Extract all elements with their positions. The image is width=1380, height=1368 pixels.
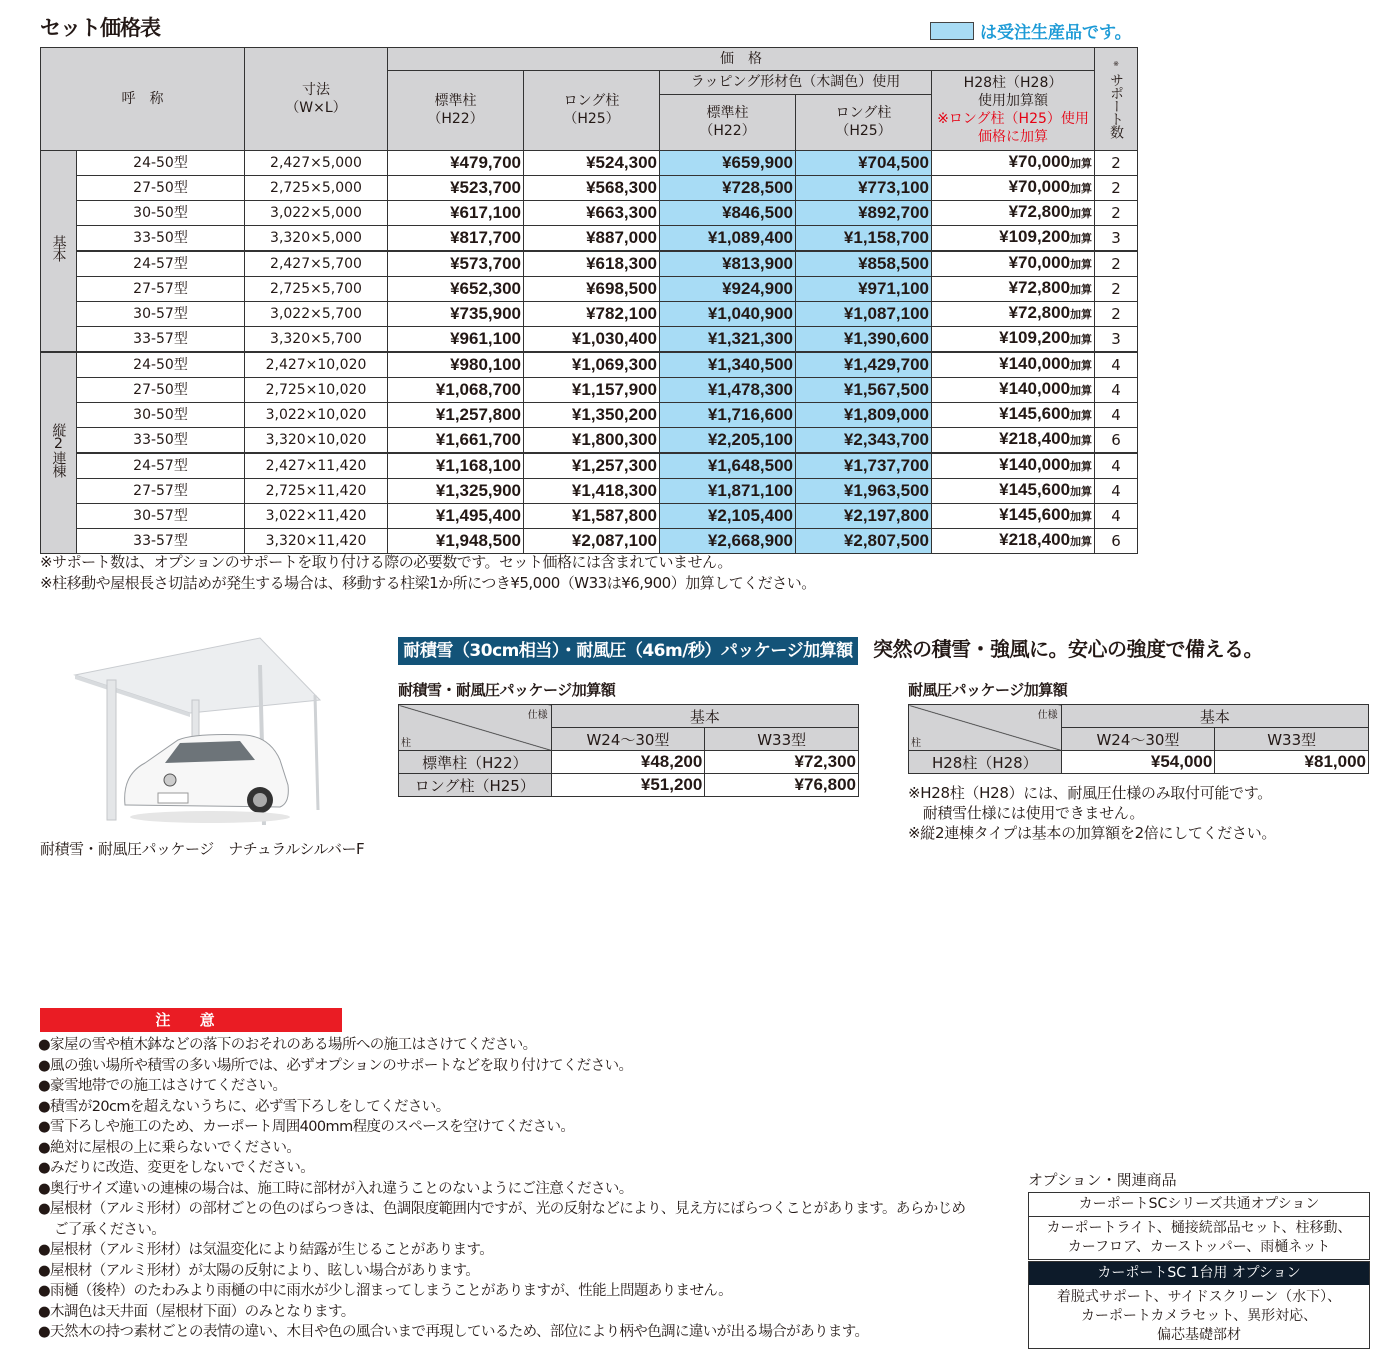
options-title: オプション・関連商品 <box>1028 1171 1177 1189</box>
h28-add-price: ¥72,800加算 <box>932 200 1095 225</box>
wrap-standard-price: ¥1,871,100 <box>660 478 796 503</box>
model-name: 33-50型 <box>77 225 245 251</box>
caution-item: ●みだりに改造、変更をしないでください。 <box>38 1160 315 1176</box>
support-count: 2 <box>1095 251 1138 277</box>
long-post-price: ¥2,087,100 <box>524 528 660 553</box>
dimension: 2,725×5,000 <box>245 175 388 200</box>
dimension: 3,320×11,420 <box>245 528 388 553</box>
wrap-standard-price: ¥728,500 <box>660 175 796 200</box>
header-w24-30: W24〜30型 <box>551 728 705 751</box>
wrap-long-price: ¥858,500 <box>796 251 932 277</box>
caution-header: 注 意 <box>40 1008 342 1032</box>
wrap-long-price: ¥1,809,000 <box>796 402 932 427</box>
table-row <box>41 528 1138 553</box>
wrap-standard-price: ¥1,716,600 <box>660 402 796 427</box>
caution-item: ●積雪が20cmを超えないうちに、必ず雪下ろしをしてください。 <box>38 1098 450 1115</box>
table-row <box>41 251 1138 277</box>
model-name: 24-57型 <box>77 453 245 479</box>
standard-post-price: ¥652,300 <box>388 276 524 301</box>
wrap-long-price: ¥971,100 <box>796 276 932 301</box>
model-name: 27-50型 <box>77 377 245 402</box>
caution-item: ●奥行サイズ違いの連棟の場合は、施工時に部材が入れ違うことのないようにご注意ください。 <box>38 1180 633 1197</box>
group-label: 縦2連棟 <box>41 352 77 554</box>
wind-package-title: 耐風圧パッケージ加算額 <box>908 681 1068 699</box>
wrap-long-price: ¥773,100 <box>796 175 932 200</box>
h28-add-price: ¥72,800加算 <box>932 301 1095 326</box>
caution-item: ●屋根材（アルミ形材）が太陽の反射により、眩しい場合があります。 <box>38 1262 480 1279</box>
wrap-standard-price: ¥1,089,400 <box>660 225 796 251</box>
wrap-standard-price: ¥2,668,900 <box>660 528 796 553</box>
header-wrap-long-post: ロング柱 （H25） <box>796 94 932 150</box>
model-name: 27-57型 <box>77 276 245 301</box>
header-w33: W33型 <box>1215 728 1369 751</box>
long-post-price: ¥698,500 <box>524 276 660 301</box>
support-count: 2 <box>1095 200 1138 225</box>
wrap-long-price: ¥1,390,600 <box>796 326 932 352</box>
caution-item: ●天然木の持つ素材ごとの表情の違い、木目や色の風合いまで再現しているため、部位により柄や色調に違いが出る場合があります。 <box>38 1324 869 1340</box>
note-support: ※サポート数は、オプションのサポートを取り付ける際の必要数です。セット価格には含まれていません。 <box>40 553 732 571</box>
header-basic: 基本 <box>551 705 858 728</box>
caution-item: ●家屋の雪や植木鉢などの落下のおそれのある場所への施工はさけてください。 <box>38 1037 537 1053</box>
h28-add-price: ¥145,600加算 <box>932 402 1095 427</box>
wrap-long-price: ¥1,158,700 <box>796 225 932 251</box>
single-options-header: カーポートSC 1台用 オプション <box>1029 1262 1369 1285</box>
caution-item: ●風の強い場所や積雪の多い場所では、必ずオプションのサポートなどを取り付けてください。 <box>38 1057 633 1074</box>
wrap-long-price: ¥2,343,700 <box>796 427 932 453</box>
wrap-standard-price: ¥1,321,300 <box>660 326 796 352</box>
support-count: 4 <box>1095 453 1138 479</box>
model-name: 30-57型 <box>77 503 245 528</box>
support-count: 3 <box>1095 225 1138 251</box>
dimension: 2,427×5,700 <box>245 251 388 277</box>
model-name: 33-50型 <box>77 427 245 453</box>
wrap-standard-price: ¥2,105,400 <box>660 503 796 528</box>
set-price-table <box>40 47 1138 554</box>
wrap-long-price: ¥1,737,700 <box>796 453 932 479</box>
h28-add-price: ¥218,400加算 <box>932 427 1095 453</box>
table-row: 標準柱（H22） ¥48,200 ¥72,300 <box>399 751 859 774</box>
standard-post-price: ¥1,948,500 <box>388 528 524 553</box>
model-name: 30-50型 <box>77 402 245 427</box>
h28-add-price: ¥140,000加算 <box>932 352 1095 378</box>
standard-post-price: ¥1,661,700 <box>388 427 524 453</box>
table-row <box>41 402 1138 427</box>
carport-photo <box>70 635 340 830</box>
h28-add-price: ¥140,000加算 <box>932 377 1095 402</box>
diagonal-header-cell: 仕様 柱 <box>909 705 1062 751</box>
standard-post-price: ¥1,325,900 <box>388 478 524 503</box>
standard-post-price: ¥980,100 <box>388 352 524 378</box>
common-options-header: カーポートSCシリーズ共通オプション <box>1029 1193 1369 1217</box>
table-row <box>41 478 1138 503</box>
common-options-list: カーポートライト、樋接続部品セット、柱移動、 カーフロア、カーストッパー、雨樋ネット <box>1046 1220 1352 1255</box>
long-post-price: ¥887,000 <box>524 225 660 251</box>
single-options-list: 着脱式サポート、サイドスクリーン（水下）、 カーポートカメラセット、異形対応、 偏芯基礎部材 <box>1056 1289 1342 1343</box>
caution-item: ●屋根材（アルミ形材）は気温変化により結露が生じることがあります。 <box>38 1242 494 1258</box>
group-label: 基本 <box>41 150 77 352</box>
h28-add-price: ¥145,600加算 <box>932 478 1095 503</box>
table-row <box>41 453 1138 479</box>
table-row <box>41 276 1138 301</box>
header-price-group: 価 格 <box>388 48 1095 71</box>
table-row <box>41 150 1138 175</box>
long-post-price: ¥1,257,300 <box>524 453 660 479</box>
dimension: 3,320×10,020 <box>245 427 388 453</box>
model-name: 24-57型 <box>77 251 245 277</box>
header-dimension: 寸法 （W×L） <box>245 48 388 151</box>
dimension: 3,022×11,420 <box>245 503 388 528</box>
snow-wind-package-table <box>398 704 859 797</box>
dimension: 3,320×5,700 <box>245 326 388 352</box>
wrap-standard-price: ¥846,500 <box>660 200 796 225</box>
h28-add-price: ¥145,600加算 <box>932 503 1095 528</box>
standard-post-price: ¥573,700 <box>388 251 524 277</box>
standard-post-price: ¥735,900 <box>388 301 524 326</box>
wrap-long-price: ¥2,197,800 <box>796 503 932 528</box>
wrap-standard-price: ¥813,900 <box>660 251 796 277</box>
wrap-standard-price: ¥1,648,500 <box>660 453 796 479</box>
wrap-standard-price: ¥659,900 <box>660 150 796 175</box>
caution-item: ●雪下ろしや施工のため、カーポート周囲400mm程度のスペースを空けてください。 <box>38 1119 575 1135</box>
h28-add-price: ¥70,000加算 <box>932 150 1095 175</box>
long-post-price: ¥1,418,300 <box>524 478 660 503</box>
wrap-long-price: ¥892,700 <box>796 200 932 225</box>
table-row <box>41 326 1138 352</box>
caution-item: ●豪雪地帯での施工はさけてください。 <box>38 1078 287 1094</box>
model-name: 33-57型 <box>77 528 245 553</box>
table-row: H28柱（H28） ¥54,000 ¥81,000 <box>909 751 1369 774</box>
model-name: 27-57型 <box>77 478 245 503</box>
page-title: セット価格表 <box>40 16 160 40</box>
support-count: 4 <box>1095 503 1138 528</box>
support-count: 2 <box>1095 175 1138 200</box>
header-basic: 基本 <box>1061 705 1368 728</box>
standard-post-price: ¥1,257,800 <box>388 402 524 427</box>
long-post-price: ¥663,300 <box>524 200 660 225</box>
wrap-standard-price: ¥924,900 <box>660 276 796 301</box>
diagonal-header-cell: 仕様 柱 <box>399 705 552 751</box>
long-post-price: ¥1,587,800 <box>524 503 660 528</box>
model-name: 27-50型 <box>77 175 245 200</box>
standard-post-price: ¥817,700 <box>388 225 524 251</box>
price-table-notes <box>40 552 816 594</box>
header-h28-add: H28柱（H28） 使用加算額 ※ロング柱（H25）使用 価格に加算 <box>932 71 1095 150</box>
note-post-move: ※柱移動や屋根長さ切詰めが発生する場合は、移動する柱梁1か所につき¥5,000（W33は¥6,900）加算してください。 <box>40 574 816 592</box>
long-post-price: ¥1,069,300 <box>524 352 660 378</box>
h28-add-price: ¥140,000加算 <box>932 453 1095 479</box>
support-count: 4 <box>1095 352 1138 378</box>
caution-item: ●雨樋（後枠）のたわみより雨樋の中に雨水が少し溜まってしまうことがありますが、性能上問題ありません。 <box>38 1283 733 1299</box>
h28-add-price: ¥109,200加算 <box>932 326 1095 352</box>
support-count: 2 <box>1095 150 1138 175</box>
header-wrap-standard-post: 標準柱 （H22） <box>660 94 796 150</box>
dimension: 2,427×10,020 <box>245 352 388 378</box>
standard-post-price: ¥1,495,400 <box>388 503 524 528</box>
photo-caption: 耐積雪・耐風圧パッケージ ナチュラルシルバーF <box>40 840 365 858</box>
wrap-standard-price: ¥1,478,300 <box>660 377 796 402</box>
standard-post-price: ¥523,700 <box>388 175 524 200</box>
long-post-price: ¥618,300 <box>524 251 660 277</box>
model-name: 24-50型 <box>77 352 245 378</box>
dimension: 3,022×5,700 <box>245 301 388 326</box>
header-support-count: ※ サポート数 <box>1095 48 1138 151</box>
header-wrapping-group: ラッピング形材色（木調色）使用 <box>660 71 932 94</box>
wrap-long-price: ¥704,500 <box>796 150 932 175</box>
caution-item: ●絶対に屋根の上に乗らないでください。 <box>38 1139 301 1156</box>
table-row <box>41 301 1138 326</box>
package-notes: ※H28柱（H28）には、耐風圧仕様のみ取付可能です。 耐積雪仕様には使用できません。 ※縦2連棟タイプは基本の加算額を2倍にしてください。 <box>908 784 1277 842</box>
h28-add-price: ¥70,000加算 <box>932 175 1095 200</box>
made-to-order-legend <box>930 18 1132 43</box>
support-count: 6 <box>1095 528 1138 553</box>
header-long-post: ロング柱 （H25） <box>524 71 660 150</box>
support-count: 2 <box>1095 276 1138 301</box>
model-name: 33-57型 <box>77 326 245 352</box>
h28-add-price: ¥218,400加算 <box>932 528 1095 553</box>
header-standard-post: 標準柱 （H22） <box>388 71 524 150</box>
package-headline: 突然の積雪・強風に。安心の強度で備える。 <box>873 637 1263 661</box>
long-post-price: ¥782,100 <box>524 301 660 326</box>
dimension: 3,022×5,000 <box>245 200 388 225</box>
wind-package-table <box>908 704 1369 774</box>
header-w24-30: W24〜30型 <box>1061 728 1215 751</box>
table-row <box>41 200 1138 225</box>
support-count: 4 <box>1095 402 1138 427</box>
wrap-standard-price: ¥2,205,100 <box>660 427 796 453</box>
long-post-price: ¥1,157,900 <box>524 377 660 402</box>
dimension: 2,725×10,020 <box>245 377 388 402</box>
h28-add-price: ¥109,200加算 <box>932 225 1095 251</box>
dimension: 3,320×5,000 <box>245 225 388 251</box>
wrap-long-price: ¥1,429,700 <box>796 352 932 378</box>
standard-post-price: ¥961,100 <box>388 326 524 352</box>
support-count: 6 <box>1095 427 1138 453</box>
header-name: 呼 称 <box>41 48 245 151</box>
caution-list <box>38 1035 998 1343</box>
long-post-price: ¥524,300 <box>524 150 660 175</box>
standard-post-price: ¥617,100 <box>388 200 524 225</box>
dimension: 2,725×5,700 <box>245 276 388 301</box>
caution-item: ●屋根材（アルミ形材）の部材ごとの色のばらつきは、色調限度範囲内ですが、光の反射などにより、見え方にばらつくことがあります。あらかじめ <box>38 1201 966 1217</box>
table-row <box>41 352 1138 378</box>
table-row: ロング柱（H25） ¥51,200 ¥76,800 <box>399 774 859 797</box>
table-row <box>41 175 1138 200</box>
table-row <box>41 225 1138 251</box>
long-post-price: ¥1,350,200 <box>524 402 660 427</box>
model-name: 24-50型 <box>77 150 245 175</box>
long-post-price: ¥568,300 <box>524 175 660 200</box>
h28-add-price: ¥70,000加算 <box>932 251 1095 277</box>
table-row <box>41 427 1138 453</box>
price-table-body <box>41 150 1138 553</box>
legend-text: は受注生産品です。 <box>980 23 1132 43</box>
dimension: 2,427×5,000 <box>245 150 388 175</box>
dimension: 3,022×10,020 <box>245 402 388 427</box>
table-row <box>41 377 1138 402</box>
wrap-standard-price: ¥1,340,500 <box>660 352 796 378</box>
long-post-price: ¥1,030,400 <box>524 326 660 352</box>
dimension: 2,725×11,420 <box>245 478 388 503</box>
caution-item: ●木調色は天井面（屋根材下面）のみとなります。 <box>38 1303 355 1320</box>
h28-add-price: ¥72,800加算 <box>932 276 1095 301</box>
support-count: 4 <box>1095 377 1138 402</box>
support-count: 3 <box>1095 326 1138 352</box>
common-options-box <box>1028 1192 1370 1260</box>
header-w33: W33型 <box>705 728 859 751</box>
wrap-standard-price: ¥1,040,900 <box>660 301 796 326</box>
model-name: 30-50型 <box>77 200 245 225</box>
standard-post-price: ¥479,700 <box>388 150 524 175</box>
package-banner: 耐積雪（30cm相当）・耐風圧（46m/秒）パッケージ加算額 <box>398 637 858 665</box>
caution-item-continued: ご了承ください。 <box>54 1221 166 1238</box>
support-count: 2 <box>1095 301 1138 326</box>
table-row <box>41 503 1138 528</box>
wrap-long-price: ¥1,087,100 <box>796 301 932 326</box>
wrap-long-price: ¥2,807,500 <box>796 528 932 553</box>
model-name: 30-57型 <box>77 301 245 326</box>
single-options-box <box>1028 1261 1370 1349</box>
standard-post-price: ¥1,068,700 <box>388 377 524 402</box>
support-count: 4 <box>1095 478 1138 503</box>
long-post-price: ¥1,800,300 <box>524 427 660 453</box>
standard-post-price: ¥1,168,100 <box>388 453 524 479</box>
dimension: 2,427×11,420 <box>245 453 388 479</box>
legend-swatch <box>930 22 974 40</box>
snow-wind-package-title: 耐積雪・耐風圧パッケージ加算額 <box>398 681 616 699</box>
wrap-long-price: ¥1,567,500 <box>796 377 932 402</box>
wrap-long-price: ¥1,963,500 <box>796 478 932 503</box>
